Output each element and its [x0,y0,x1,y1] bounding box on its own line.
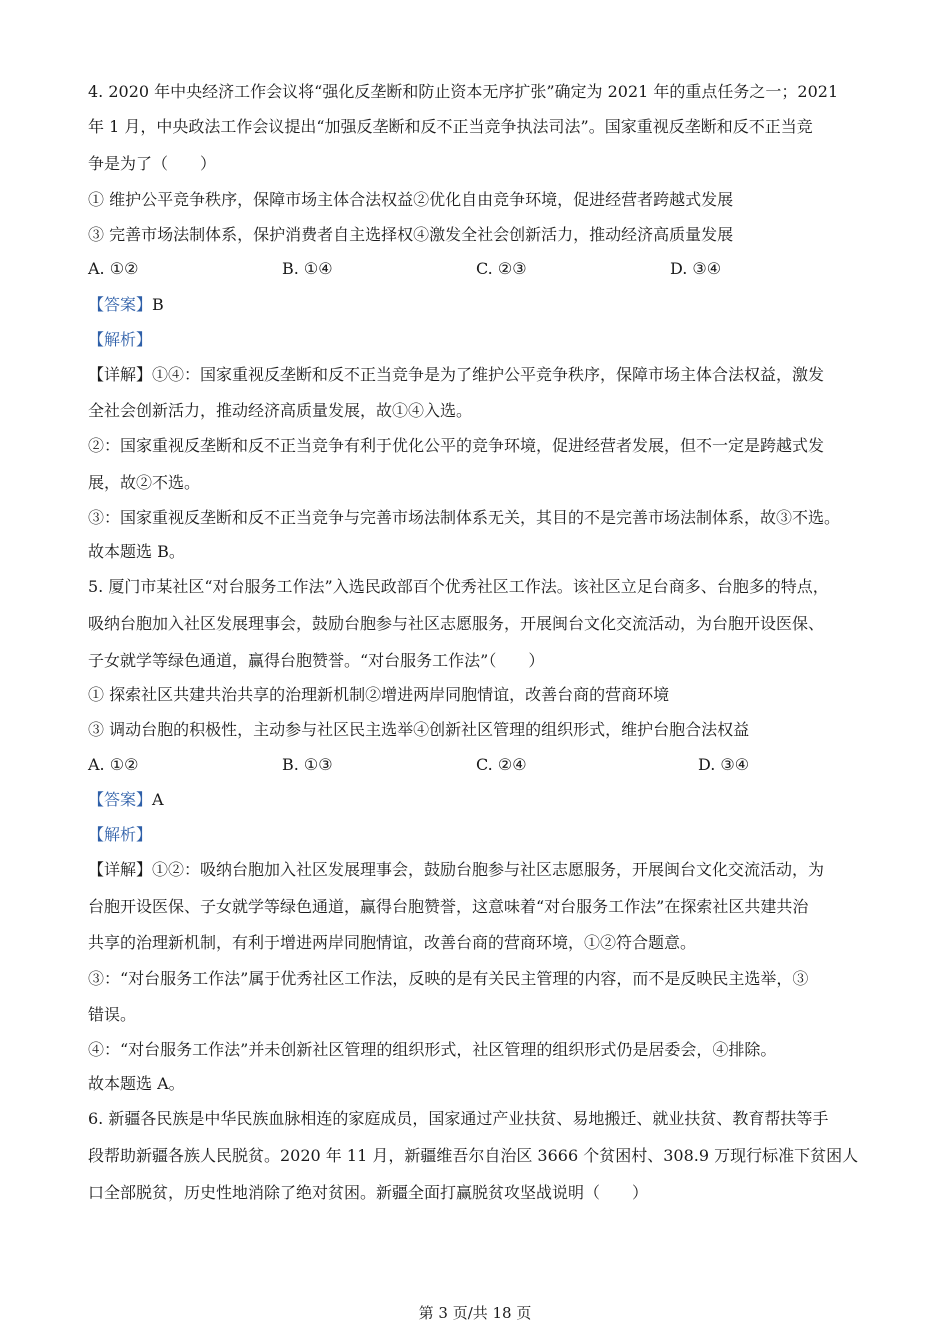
q4-statement-line-2: ③ 完善市场法制体系，保护消费者自主选择权④激发全社会创新活力，推动经济高质量发展 [88,225,734,244]
q4-stem-line-3: 争是为了（ ） [88,154,217,173]
q5-option-d: D. ③④ [698,755,750,774]
q5-analysis [88,824,890,846]
q4-detail-line-3: ②：国家重视反垄断和反不正当竞争有利于优化公平的竞争环境，促进经营者发展，但不一定是跨越式发 [88,436,825,455]
answer-tag: 【答案】 [88,790,153,809]
detail-tag: 【详解】 [88,860,153,879]
q4-detail-line-6: 故本题选 B。 [88,542,185,561]
q5-detail-line-6: ④：“对台服务工作法”并未创新社区管理的组织形式，社区管理的组织形式仍是居委会，④排除。 [88,1040,777,1059]
q5-stem-line-2: 吸纳台胞加入社区发展理事会，鼓励台胞参与社区志愿服务，开展闽台文化交流活动，为台胞开设医保、 [88,614,825,633]
q4-detail-line-2: 全社会创新活力，推动经济高质量发展，故①④入选。 [88,401,473,420]
q4-stem-line-2: 年 1 月，中央政法工作会议提出“加强反垄断和反不正当竞争执法司法”。国家重视反垄断和反不正当竞 [88,117,813,136]
page-footer: 第 3 页/共 18 页 [418,1304,532,1322]
q5-statement-line-2: ③ 调动台胞的积极性，主动参与社区民主选举④创新社区管理的组织形式，维护台胞合法权益 [88,720,750,739]
q5-stem-line-1: 5. 厦门市某社区“对台服务工作法”入选民政部百个优秀社区工作法。该社区立足台商多、台胞多的特点， [88,577,829,596]
q6-stem-line-2: 段帮助新疆各族人民脱贫。2020 年 11 月，新疆维吾尔自治区 3666 个贫困村、308.9 万现行标准下贫困人 [88,1146,859,1165]
q4-stem-line-1: 4. 2020 年中央经济工作会议将“强化反垄断和防止资本无序扩张”确定为 2021 年的重点任务之一；2021 [88,82,839,101]
q5-option-c: C. ②④ [476,755,527,774]
q4-detail-line-5: ③：国家重视反垄断和反不正当竞争与完善市场法制体系无关，其目的不是完善市场法制体系，故③不选。 [88,508,841,527]
q4-option-c: C. ②③ [476,259,527,278]
detail-text: ①②：吸纳台胞加入社区发展理事会，鼓励台胞参与社区志愿服务，开展闽台文化交流活动，为 [152,860,825,879]
analysis-tag: 【解析】 [88,825,153,844]
q5-option-b: B. ①③ [282,755,333,774]
detail-text: ①④：国家重视反垄断和反不正当竞争是为了维护公平竞争秩序，保障市场主体合法权益，激发 [152,365,825,384]
q5-detail-line-1 [88,859,890,881]
q6-stem-line-3: 口全部脱贫，历史性地消除了绝对贫困。新疆全面打赢脱贫攻坚战说明（ ） [88,1183,649,1202]
q4-detail-line-1 [88,364,890,386]
q4-option-d: D. ③④ [670,259,722,278]
q5-detail-line-3: 共享的治理新机制，有利于增进两岸同胞情谊，改善台商的营商环境，①②符合题意。 [88,933,697,952]
q4-statement-line-1: ① 维护公平竞争秩序，保障市场主体合法权益②优化自由竞争环境，促进经营者跨越式发展 [88,190,734,209]
q4-answer [88,294,890,316]
q5-statement-line-1: ① 探索社区共建共治共享的治理新机制②增进两岸同胞情谊，改善台商的营商环境 [88,685,670,704]
q4-option-b: B. ①④ [282,259,333,278]
answer-tag: 【答案】 [88,295,153,314]
q4-detail-line-4: 展，故②不选。 [88,473,201,492]
q5-option-a: A. ①② [88,755,139,774]
q5-stem-line-3: 子女就学等绿色通道，赢得台胞赞誉。“对台服务工作法”（ ） [88,651,545,670]
answer-value: B [152,295,164,314]
q5-detail-line-5: 错误。 [88,1005,137,1024]
detail-tag: 【详解】 [88,365,153,384]
analysis-tag: 【解析】 [88,330,153,349]
q5-detail-line-2: 台胞开设医保、子女就学等绿色通道，赢得台胞赞誉，这意味着“对台服务工作法”在探索社区共建共治 [88,897,809,916]
q4-analysis [88,329,890,351]
q6-stem-line-1: 6. 新疆各民族是中华民族血脉相连的家庭成员，国家通过产业扶贫、易地搬迁、就业扶贫、教育帮扶等手 [88,1109,829,1128]
q5-detail-line-4: ③：“对台服务工作法”属于优秀社区工作法，反映的是有关民主管理的内容，而不是反映民主选举，③ [88,969,809,988]
answer-value: A [152,790,164,809]
q5-answer [88,789,890,811]
q4-option-a: A. ①② [88,259,139,278]
q5-detail-line-7: 故本题选 A。 [88,1074,185,1093]
